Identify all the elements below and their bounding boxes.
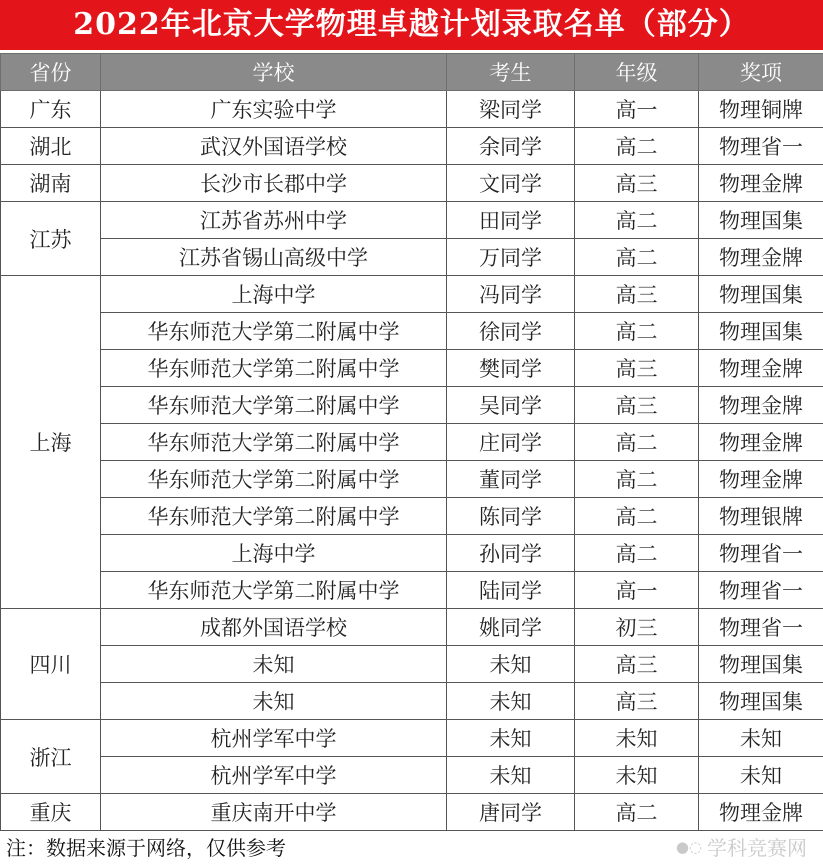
watermark-text: 学科竞赛网 (707, 836, 807, 860)
table-body (1, 91, 823, 831)
school-cell: 华东师范大学第二附属中学 (101, 387, 447, 424)
student-cell: 陆同学 (447, 572, 575, 609)
province-cell: 四川 (1, 609, 101, 720)
student-cell: 吴同学 (447, 387, 575, 424)
student-cell: 庄同学 (447, 424, 575, 461)
school-cell: 杭州学军中学 (101, 720, 447, 757)
award-cell: 物理省一 (699, 609, 823, 646)
school-cell: 广东实验中学 (101, 91, 447, 128)
award-cell: 物理国集 (699, 313, 823, 350)
grade-cell: 高三 (575, 165, 699, 202)
table-row (1, 91, 823, 128)
award-cell: 物理金牌 (699, 461, 823, 498)
grade-cell: 高二 (575, 498, 699, 535)
province-cell: 重庆 (1, 794, 101, 831)
award-cell: 物理金牌 (699, 387, 823, 424)
grade-cell: 高三 (575, 683, 699, 720)
province-cell: 湖南 (1, 165, 101, 202)
column-header-award: 奖项 (699, 54, 823, 91)
school-cell: 上海中学 (101, 276, 447, 313)
school-cell: 华东师范大学第二附属中学 (101, 572, 447, 609)
school-cell: 上海中学 (101, 535, 447, 572)
column-header-school: 学校 (101, 54, 447, 91)
student-cell: 姚同学 (447, 609, 575, 646)
table-row (1, 313, 823, 350)
table-row (1, 128, 823, 165)
school-cell: 华东师范大学第二附属中学 (101, 313, 447, 350)
award-cell: 物理省一 (699, 128, 823, 165)
grade-cell: 高二 (575, 313, 699, 350)
table-row (1, 202, 823, 239)
student-cell: 梁同学 (447, 91, 575, 128)
award-cell: 物理金牌 (699, 794, 823, 831)
school-cell: 重庆南开中学 (101, 794, 447, 831)
award-cell: 物理金牌 (699, 165, 823, 202)
student-cell: 樊同学 (447, 350, 575, 387)
student-cell: 未知 (447, 720, 575, 757)
province-cell: 浙江 (1, 720, 101, 794)
grade-cell: 高二 (575, 461, 699, 498)
table-row (1, 646, 823, 683)
award-cell: 物理省一 (699, 535, 823, 572)
student-cell: 田同学 (447, 202, 575, 239)
student-cell: 万同学 (447, 239, 575, 276)
student-cell: 未知 (447, 646, 575, 683)
province-cell: 江苏 (1, 202, 101, 276)
grade-cell: 高一 (575, 91, 699, 128)
grade-cell: 高三 (575, 276, 699, 313)
award-cell: 未知 (699, 757, 823, 794)
province-cell: 广东 (1, 91, 101, 128)
student-cell: 董同学 (447, 461, 575, 498)
table-row (1, 276, 823, 313)
column-header-student: 考生 (447, 54, 575, 91)
student-cell: 唐同学 (447, 794, 575, 831)
award-cell: 物理国集 (699, 276, 823, 313)
province-cell: 湖北 (1, 128, 101, 165)
table-row (1, 720, 823, 757)
student-cell: 未知 (447, 683, 575, 720)
school-cell: 杭州学军中学 (101, 757, 447, 794)
table-row (1, 461, 823, 498)
school-cell: 华东师范大学第二附属中学 (101, 498, 447, 535)
student-cell: 余同学 (447, 128, 575, 165)
award-cell: 未知 (699, 720, 823, 757)
table-row (1, 387, 823, 424)
grade-cell: 高三 (575, 350, 699, 387)
school-cell: 华东师范大学第二附属中学 (101, 350, 447, 387)
grade-cell: 初三 (575, 609, 699, 646)
school-cell: 未知 (101, 683, 447, 720)
province-cell: 上海 (1, 276, 101, 609)
grade-cell: 高三 (575, 387, 699, 424)
award-cell: 物理银牌 (699, 498, 823, 535)
award-cell: 物理金牌 (699, 239, 823, 276)
award-cell: 物理国集 (699, 202, 823, 239)
grade-cell: 未知 (575, 757, 699, 794)
student-cell: 文同学 (447, 165, 575, 202)
table-row (1, 757, 823, 794)
table-row (1, 535, 823, 572)
award-cell: 物理金牌 (699, 424, 823, 461)
student-cell: 陈同学 (447, 498, 575, 535)
column-header-province: 省份 (1, 54, 101, 91)
school-cell: 江苏省苏州中学 (101, 202, 447, 239)
award-cell: 物理金牌 (699, 350, 823, 387)
footer-note: 注：数据来源于网络，仅供参考 (6, 836, 286, 860)
table-row (1, 239, 823, 276)
grade-cell: 高二 (575, 202, 699, 239)
award-cell: 物理国集 (699, 683, 823, 720)
school-cell: 武汉外国语学校 (101, 128, 447, 165)
award-cell: 物理省一 (699, 572, 823, 609)
school-cell: 华东师范大学第二附属中学 (101, 461, 447, 498)
student-cell: 徐同学 (447, 313, 575, 350)
student-cell: 冯同学 (447, 276, 575, 313)
grade-cell: 高二 (575, 128, 699, 165)
table-row (1, 794, 823, 831)
grade-cell: 高二 (575, 794, 699, 831)
award-cell: 物理铜牌 (699, 91, 823, 128)
table-row (1, 609, 823, 646)
admission-table (0, 53, 823, 831)
table-row (1, 683, 823, 720)
wechat-icon: ●◌ (675, 837, 702, 856)
school-cell: 未知 (101, 646, 447, 683)
table-row (1, 572, 823, 609)
table-row (1, 350, 823, 387)
school-cell: 长沙市长郡中学 (101, 165, 447, 202)
page-title: 2022年北京大学物理卓越计划录取名单（部分） (0, 0, 823, 50)
watermark (676, 832, 807, 861)
grade-cell: 高三 (575, 646, 699, 683)
grade-cell: 高二 (575, 239, 699, 276)
grade-cell: 高一 (575, 572, 699, 609)
table-row (1, 424, 823, 461)
grade-cell: 高二 (575, 424, 699, 461)
student-cell: 未知 (447, 757, 575, 794)
table-header-row (1, 54, 823, 91)
school-cell: 成都外国语学校 (101, 609, 447, 646)
student-cell: 孙同学 (447, 535, 575, 572)
table-row (1, 165, 823, 202)
grade-cell: 未知 (575, 720, 699, 757)
grade-cell: 高二 (575, 535, 699, 572)
award-cell: 物理国集 (699, 646, 823, 683)
table-row (1, 498, 823, 535)
column-header-grade: 年级 (575, 54, 699, 91)
school-cell: 华东师范大学第二附属中学 (101, 424, 447, 461)
school-cell: 江苏省锡山高级中学 (101, 239, 447, 276)
